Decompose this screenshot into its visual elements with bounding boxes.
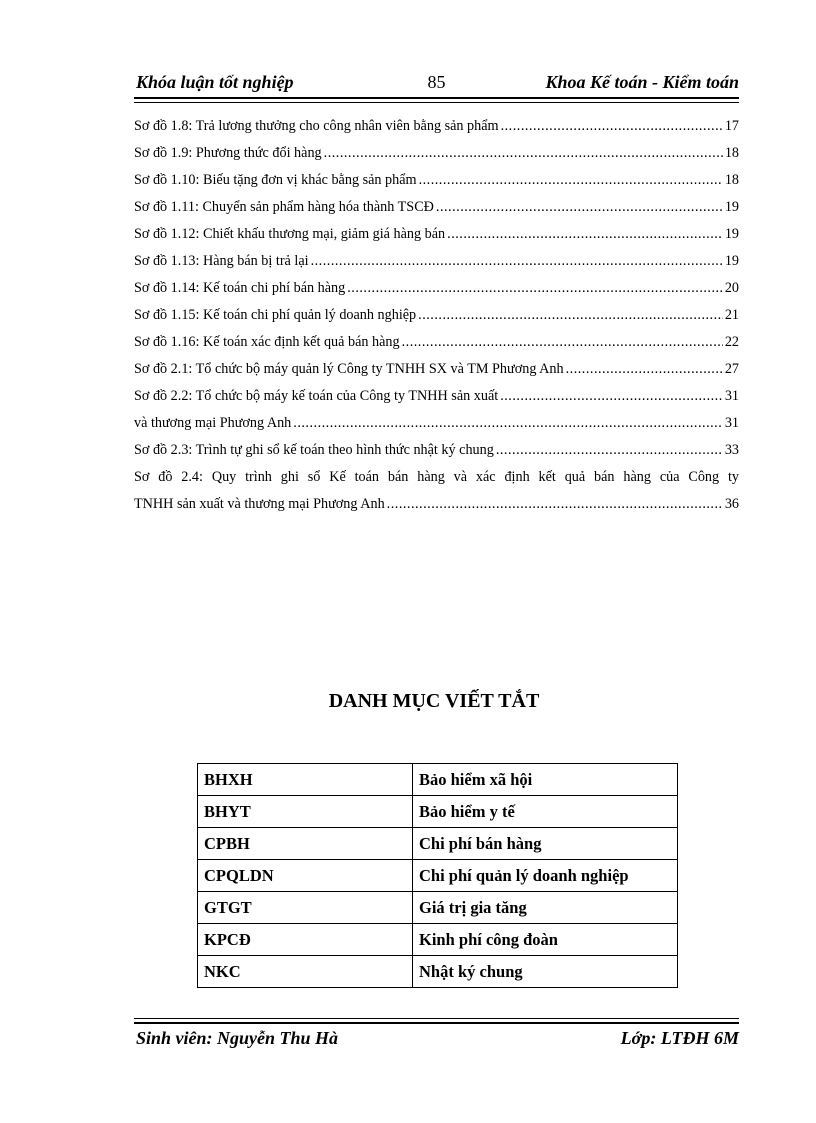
header-page-number: 85 bbox=[427, 72, 446, 92]
table-row bbox=[198, 828, 678, 860]
abbr-full: Bảo hiểm y tế bbox=[413, 796, 678, 828]
toc-entry-page: 33 bbox=[724, 442, 739, 458]
figure-list bbox=[134, 113, 739, 518]
abbr-full: Kinh phí công đoàn bbox=[413, 924, 678, 956]
toc-entry-label: Sơ đồ 1.15: Kế toán chi phí quản lý doanh nghiệp bbox=[134, 307, 417, 323]
toc-entry-page: 18 bbox=[724, 145, 739, 161]
toc-entry-page: 22 bbox=[724, 334, 739, 350]
toc-entry-page: 17 bbox=[724, 118, 739, 134]
toc-entry-page: 19 bbox=[724, 226, 739, 242]
toc-entry-page: 18 bbox=[724, 172, 739, 188]
toc-entry[interactable] bbox=[134, 410, 739, 437]
table-row bbox=[198, 796, 678, 828]
toc-entry[interactable] bbox=[134, 221, 739, 248]
toc-entry-label: Sơ đồ 2.1: Tổ chức bộ máy quản lý Công ty TNHH SX và TM Phương Anh bbox=[134, 361, 564, 377]
toc-entry-label: Sơ đồ 1.16: Kế toán xác định kết quả bán hàng bbox=[134, 334, 400, 350]
abbr-full: Bảo hiểm xã hội bbox=[413, 764, 678, 796]
footer-student-name: Sinh viên: Nguyễn Thu Hà bbox=[136, 1028, 339, 1048]
toc-leader-dots bbox=[293, 410, 723, 437]
abbr-short: CPBH bbox=[198, 828, 413, 860]
toc-entry[interactable] bbox=[134, 167, 739, 194]
header-divider bbox=[134, 97, 739, 103]
toc-entry-label: Sơ đồ 1.10: Biếu tặng đơn vị khác bằng sản phẩm bbox=[134, 172, 417, 188]
toc-leader-dots bbox=[387, 491, 723, 518]
toc-entry-page: 20 bbox=[724, 280, 739, 296]
toc-entry-page: 19 bbox=[724, 253, 739, 269]
toc-leader-dots bbox=[402, 329, 723, 356]
header-faculty-label: Khoa Kế toán - Kiểm toán bbox=[545, 72, 739, 92]
toc-entry-label: Sơ đồ 1.14: Kế toán chi phí bán hàng bbox=[134, 280, 346, 296]
abbr-short: BHYT bbox=[198, 796, 413, 828]
abbr-full: Chi phí bán hàng bbox=[413, 828, 678, 860]
abbr-full: Chi phí quản lý doanh nghiệp bbox=[413, 860, 678, 892]
page-footer bbox=[134, 1028, 739, 1054]
toc-entry-page: 21 bbox=[724, 307, 739, 323]
abbr-short: GTGT bbox=[198, 892, 413, 924]
table-row bbox=[198, 860, 678, 892]
toc-leader-dots bbox=[501, 113, 723, 140]
abbreviations-title: DANH MỤC VIẾT TẮT bbox=[328, 690, 540, 712]
toc-entry-label: Sơ đồ 2.2: Tổ chức bộ máy kế toán của Công ty TNHH sản xuất bbox=[134, 388, 499, 404]
toc-entry[interactable] bbox=[134, 275, 739, 302]
toc-entry[interactable] bbox=[134, 383, 739, 410]
toc-leader-dots bbox=[418, 302, 723, 329]
footer-class-label: Lớp: LTĐH 6M bbox=[620, 1028, 739, 1048]
toc-entry-label: Sơ đồ 1.11: Chuyển sản phẩm hàng hóa thành TSCĐ bbox=[134, 199, 434, 215]
abbr-short: CPQLDN bbox=[198, 860, 413, 892]
abbr-short: BHXH bbox=[198, 764, 413, 796]
toc-leader-dots bbox=[500, 383, 723, 410]
toc-entry[interactable] bbox=[134, 194, 739, 221]
toc-entry[interactable] bbox=[134, 437, 739, 464]
toc-entry-label: Sơ đồ 1.13: Hàng bán bị trả lại bbox=[134, 253, 309, 269]
abbr-full: Giá trị gia tăng bbox=[413, 892, 678, 924]
toc-entry[interactable] bbox=[134, 140, 739, 167]
toc-entry-label: Sơ đồ 2.4: Quy trình ghi sổ Kế toán bán hàng và xác định kết quả bán hàng của Công ty bbox=[134, 469, 739, 485]
toc-entry-label: Sơ đồ 2.3: Trình tự ghi sổ kế toán theo hình thức nhật ký chung bbox=[134, 442, 494, 458]
toc-entry-label: Sơ đồ 1.9: Phương thức đổi hàng bbox=[134, 145, 322, 161]
toc-entry[interactable] bbox=[134, 329, 739, 356]
toc-leader-dots bbox=[311, 248, 723, 275]
toc-entry[interactable] bbox=[134, 464, 739, 491]
header-thesis-label: Khóa luận tốt nghiệp bbox=[136, 72, 294, 92]
toc-entry[interactable] bbox=[134, 113, 739, 140]
toc-leader-dots bbox=[347, 275, 723, 302]
toc-entry-label: Sơ đồ 1.8: Trả lương thưởng cho công nhân viên bằng sản phẩm bbox=[134, 118, 499, 134]
toc-entry[interactable] bbox=[134, 491, 739, 518]
toc-entry-label: và thương mại Phương Anh bbox=[134, 415, 292, 431]
toc-leader-dots bbox=[447, 221, 723, 248]
toc-leader-dots bbox=[566, 356, 723, 383]
toc-entry[interactable] bbox=[134, 302, 739, 329]
toc-entry-page: 19 bbox=[724, 199, 739, 215]
toc-entry[interactable] bbox=[134, 356, 739, 383]
toc-leader-dots bbox=[324, 140, 723, 167]
toc-entry-page: 31 bbox=[724, 415, 739, 431]
abbr-full: Nhật ký chung bbox=[413, 956, 678, 988]
table-row bbox=[198, 924, 678, 956]
toc-entry-page: 36 bbox=[724, 496, 739, 512]
toc-entry-label: Sơ đồ 1.12: Chiết khấu thương mại, giảm giá hàng bán bbox=[134, 226, 446, 242]
toc-entry-label: TNHH sản xuất và thương mại Phương Anh bbox=[134, 496, 385, 512]
toc-leader-dots bbox=[419, 167, 723, 194]
toc-leader-dots bbox=[496, 437, 723, 464]
toc-entry[interactable] bbox=[134, 248, 739, 275]
toc-entry-page: 31 bbox=[724, 388, 739, 404]
table-row bbox=[198, 956, 678, 988]
footer-divider bbox=[134, 1018, 739, 1024]
abbreviations-table bbox=[197, 763, 678, 988]
table-row bbox=[198, 892, 678, 924]
toc-entry-page: 27 bbox=[724, 361, 739, 377]
toc-leader-dots bbox=[436, 194, 723, 221]
abbr-short: NKC bbox=[198, 956, 413, 988]
abbr-short: KPCĐ bbox=[198, 924, 413, 956]
table-row bbox=[198, 764, 678, 796]
page-header bbox=[134, 72, 739, 98]
